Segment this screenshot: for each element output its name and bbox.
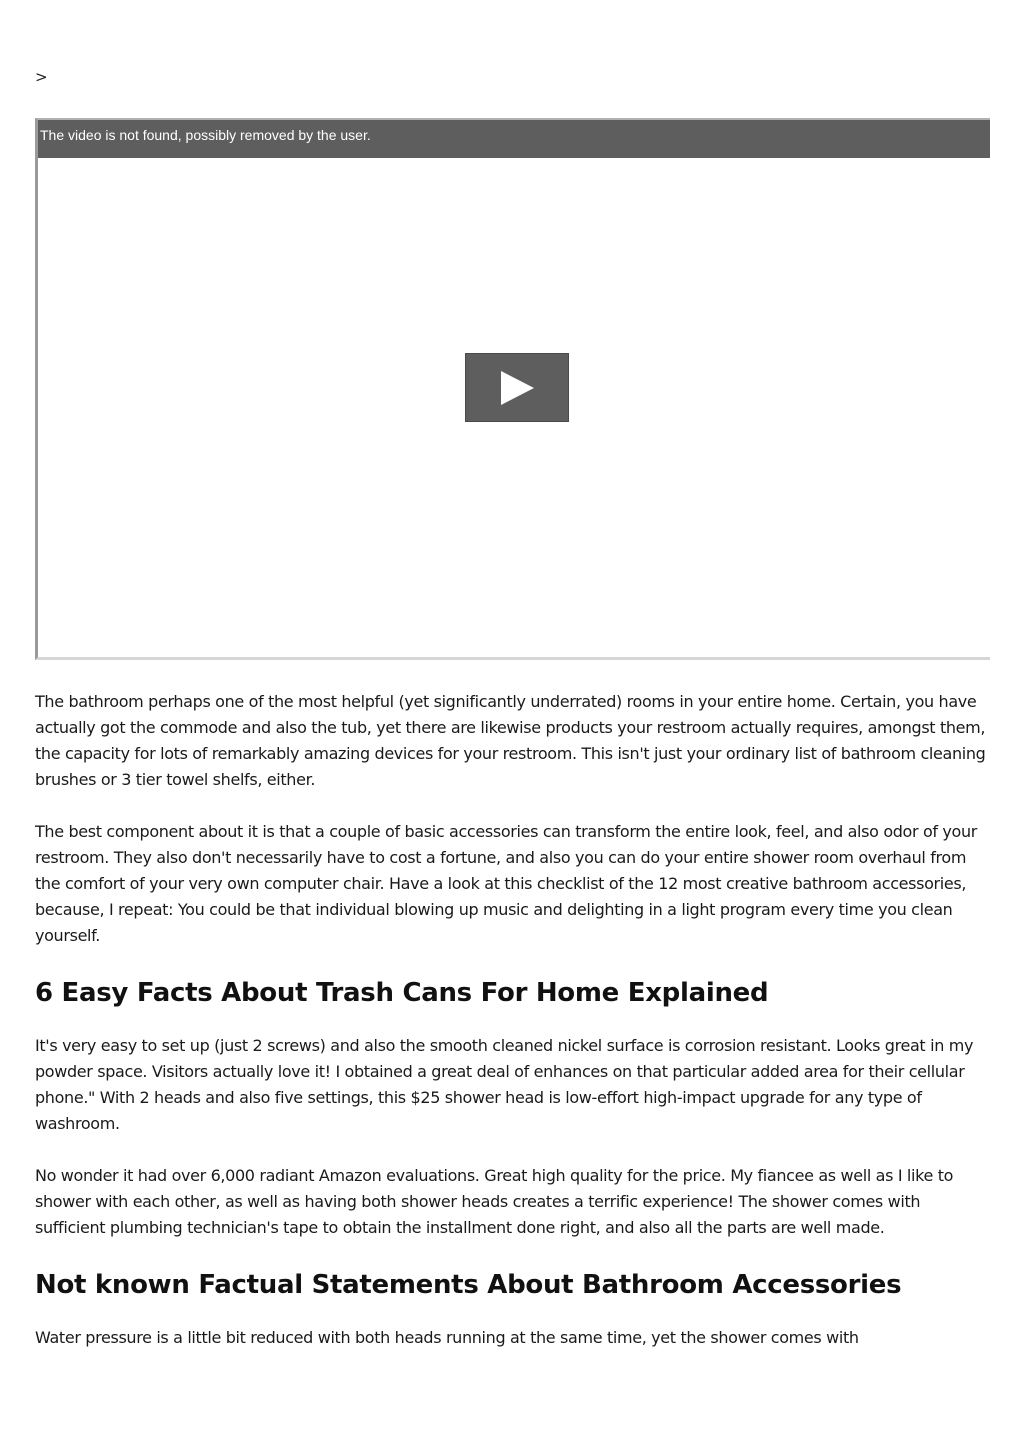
video-not-found-notice: The video is not found, possibly removed by the user. [40,127,371,143]
article-paragraph: No wonder it had over 6,000 radiant Amazon evaluations. Great high quality for the price. My fiancee as well as I like to shower with each other, as well as having both shower heads creates a terrific experience! The shower comes with sufficient plumbing technician's tape to obtain the installment done right, and also all the parts are well made. [35,1166,954,1237]
article-paragraph: It's very easy to set up (just 2 screws) and also the smooth cleaned nickel surface is corrosion resistant. Looks great in my powder space. Visitors actually love it! I obtained a great deal of enhances on that particular added area for their cellular phone." With 2 heads and also five settings, this $25 shower head is low-effort high-impact upgrade for any type of washroom. [35,1036,974,1133]
breadcrumb-marker: > [35,68,48,86]
article-paragraph: The bathroom perhaps one of the most helpful (yet significantly underrated) rooms in your entire home. Certain, you have actually got the commode and also the tub, yet there are likewise products your restroom actually requires, amongst them, the capacity for lots of remarkably amazing devices for your restroom. This isn't just your ordinary list of bathroom cleaning brushes or 3 tier towel shelfs, either. [35,692,986,789]
section-heading: Not known Factual Statements About Bathroom Accessories [35,1270,902,1300]
article-body [35,689,990,1377]
video-title-bar [38,120,990,158]
video-embed[interactable] [35,118,990,660]
play-icon [499,370,535,406]
section-heading: 6 Easy Facts About Trash Cans For Home Explained [35,978,769,1008]
article-paragraph: The best component about it is that a couple of basic accessories can transform the entire look, feel, and also odor of your restroom. They also don't necessarily have to cost a fortune, and also you can do your entire shower room overhaul from the comfort of your very own computer chair. Have a look at this checklist of the 12 most creative bathroom accessories, because, I repeat: You could be that individual blowing up music and delighting in a light program every time you clean yourself. [35,822,977,945]
play-button[interactable] [465,353,569,422]
article-paragraph: Water pressure is a little bit reduced with both heads running at the same time, yet the shower comes with [35,1328,859,1347]
